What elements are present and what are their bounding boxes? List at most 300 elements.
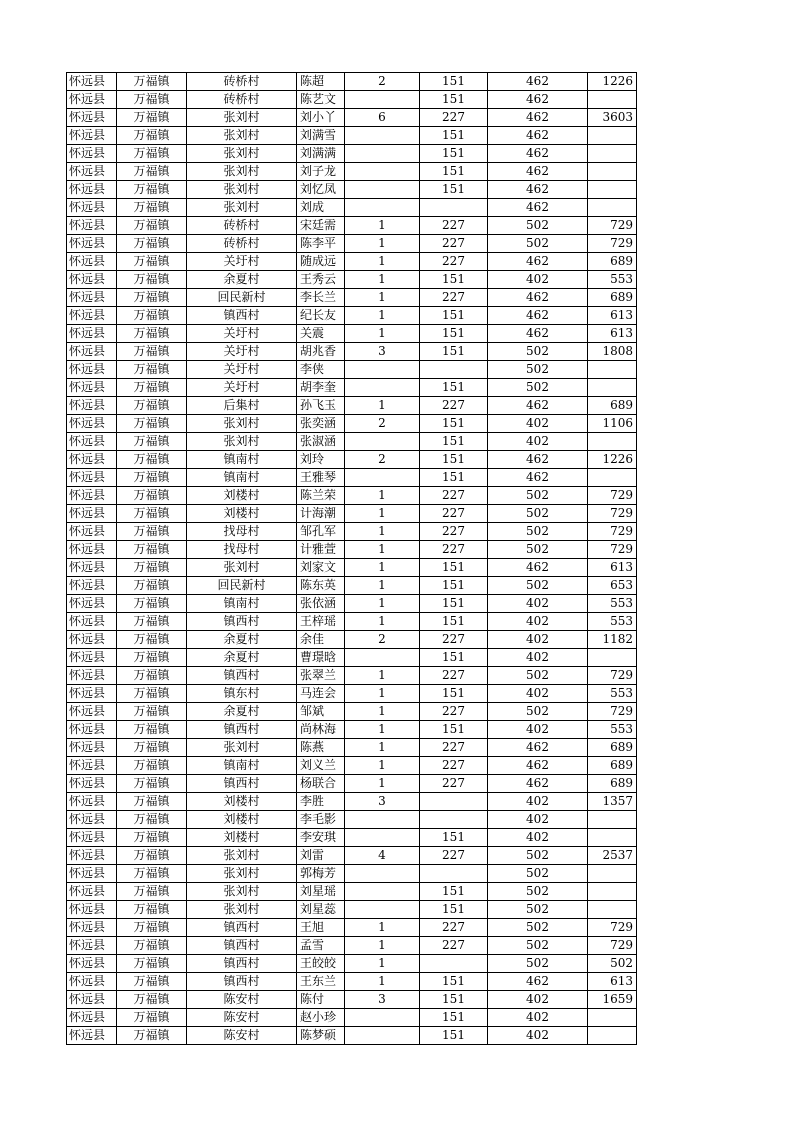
total-cell: 1808 (588, 343, 637, 361)
county-cell: 怀远县 (67, 433, 117, 451)
village-cell: 镇东村 (187, 685, 297, 703)
village-cell: 镇西村 (187, 775, 297, 793)
name-cell: 王皎皎 (297, 955, 345, 973)
table-row (67, 145, 637, 163)
village-cell: 张刘村 (187, 865, 297, 883)
value-a-cell: 151 (420, 163, 488, 181)
count-cell: 2 (345, 451, 420, 469)
town-cell: 万福镇 (117, 379, 187, 397)
count-cell: 2 (345, 415, 420, 433)
village-cell: 镇西村 (187, 307, 297, 325)
table-row (67, 109, 637, 127)
value-a-cell: 151 (420, 595, 488, 613)
name-cell: 刘雷 (297, 847, 345, 865)
village-cell: 陈安村 (187, 991, 297, 1009)
value-a-cell: 151 (420, 127, 488, 145)
county-cell: 怀远县 (67, 739, 117, 757)
value-b-cell: 462 (488, 289, 588, 307)
total-cell: 1226 (588, 451, 637, 469)
name-cell: 陈东英 (297, 577, 345, 595)
value-b-cell: 462 (488, 163, 588, 181)
total-cell: 689 (588, 739, 637, 757)
value-a-cell: 227 (420, 253, 488, 271)
town-cell: 万福镇 (117, 127, 187, 145)
value-b-cell: 402 (488, 721, 588, 739)
total-cell: 613 (588, 973, 637, 991)
town-cell: 万福镇 (117, 415, 187, 433)
county-cell: 怀远县 (67, 991, 117, 1009)
total-cell (588, 901, 637, 919)
name-cell: 刘满雪 (297, 127, 345, 145)
town-cell: 万福镇 (117, 199, 187, 217)
value-b-cell: 402 (488, 829, 588, 847)
name-cell: 刘小丫 (297, 109, 345, 127)
value-a-cell: 227 (420, 739, 488, 757)
count-cell: 1 (345, 721, 420, 739)
total-cell (588, 199, 637, 217)
value-b-cell: 502 (488, 937, 588, 955)
county-cell: 怀远县 (67, 181, 117, 199)
total-cell (588, 91, 637, 109)
name-cell: 孟雪 (297, 937, 345, 955)
town-cell: 万福镇 (117, 181, 187, 199)
value-b-cell: 502 (488, 847, 588, 865)
table-row (67, 883, 637, 901)
total-cell: 553 (588, 721, 637, 739)
total-cell (588, 181, 637, 199)
county-cell: 怀远县 (67, 325, 117, 343)
county-cell: 怀远县 (67, 667, 117, 685)
name-cell: 孙飞玉 (297, 397, 345, 415)
value-b-cell: 402 (488, 991, 588, 1009)
value-b-cell: 502 (488, 361, 588, 379)
village-cell: 刘楼村 (187, 793, 297, 811)
total-cell (588, 433, 637, 451)
name-cell: 刘子龙 (297, 163, 345, 181)
value-b-cell: 402 (488, 811, 588, 829)
table-row (67, 433, 637, 451)
village-cell: 余夏村 (187, 703, 297, 721)
value-a-cell: 151 (420, 415, 488, 433)
value-a-cell (420, 811, 488, 829)
total-cell: 729 (588, 937, 637, 955)
village-cell: 找母村 (187, 541, 297, 559)
value-a-cell: 227 (420, 289, 488, 307)
county-cell: 怀远县 (67, 955, 117, 973)
value-a-cell (420, 793, 488, 811)
value-b-cell: 502 (488, 541, 588, 559)
table-row (67, 991, 637, 1009)
county-cell: 怀远县 (67, 199, 117, 217)
name-cell: 李长兰 (297, 289, 345, 307)
village-cell: 张刘村 (187, 415, 297, 433)
value-b-cell: 462 (488, 307, 588, 325)
table-row (67, 289, 637, 307)
village-cell: 张刘村 (187, 163, 297, 181)
county-cell: 怀远县 (67, 595, 117, 613)
count-cell: 3 (345, 991, 420, 1009)
name-cell: 张奕涵 (297, 415, 345, 433)
county-cell: 怀远县 (67, 559, 117, 577)
county-cell: 怀远县 (67, 649, 117, 667)
value-b-cell: 462 (488, 145, 588, 163)
value-b-cell: 402 (488, 415, 588, 433)
value-b-cell: 502 (488, 667, 588, 685)
count-cell: 3 (345, 793, 420, 811)
value-a-cell (420, 955, 488, 973)
table-row (67, 163, 637, 181)
value-a-cell: 151 (420, 145, 488, 163)
name-cell: 张依涵 (297, 595, 345, 613)
count-cell: 1 (345, 757, 420, 775)
value-b-cell: 462 (488, 127, 588, 145)
county-cell: 怀远县 (67, 415, 117, 433)
value-b-cell: 502 (488, 505, 588, 523)
value-b-cell: 402 (488, 1009, 588, 1027)
table-row (67, 829, 637, 847)
county-cell: 怀远县 (67, 811, 117, 829)
town-cell: 万福镇 (117, 703, 187, 721)
name-cell: 刘星蕊 (297, 901, 345, 919)
village-cell: 刘楼村 (187, 505, 297, 523)
total-cell (588, 1027, 637, 1045)
value-b-cell: 462 (488, 757, 588, 775)
value-b-cell: 502 (488, 577, 588, 595)
county-cell: 怀远县 (67, 271, 117, 289)
table-row (67, 595, 637, 613)
table-row (67, 451, 637, 469)
value-a-cell: 151 (420, 973, 488, 991)
value-b-cell: 462 (488, 325, 588, 343)
count-cell: 1 (345, 271, 420, 289)
value-a-cell: 227 (420, 505, 488, 523)
table-row (67, 73, 637, 91)
count-cell (345, 901, 420, 919)
town-cell: 万福镇 (117, 919, 187, 937)
value-b-cell: 402 (488, 1027, 588, 1045)
town-cell: 万福镇 (117, 613, 187, 631)
county-cell: 怀远县 (67, 289, 117, 307)
value-a-cell: 151 (420, 559, 488, 577)
town-cell: 万福镇 (117, 1027, 187, 1045)
total-cell: 729 (588, 541, 637, 559)
county-cell: 怀远县 (67, 91, 117, 109)
value-a-cell: 151 (420, 73, 488, 91)
table-row (67, 793, 637, 811)
count-cell (345, 865, 420, 883)
count-cell (345, 91, 420, 109)
value-b-cell: 402 (488, 631, 588, 649)
value-a-cell: 151 (420, 829, 488, 847)
town-cell: 万福镇 (117, 145, 187, 163)
value-b-cell: 462 (488, 91, 588, 109)
table-row (67, 271, 637, 289)
value-b-cell: 462 (488, 469, 588, 487)
town-cell: 万福镇 (117, 667, 187, 685)
count-cell: 1 (345, 703, 420, 721)
value-b-cell: 402 (488, 271, 588, 289)
village-cell: 张刘村 (187, 847, 297, 865)
value-a-cell: 227 (420, 775, 488, 793)
table-row (67, 181, 637, 199)
village-cell: 刘楼村 (187, 487, 297, 505)
value-b-cell: 462 (488, 181, 588, 199)
name-cell: 计雅萱 (297, 541, 345, 559)
town-cell: 万福镇 (117, 253, 187, 271)
county-cell: 怀远县 (67, 883, 117, 901)
value-a-cell: 151 (420, 991, 488, 1009)
county-cell: 怀远县 (67, 397, 117, 415)
value-a-cell: 227 (420, 937, 488, 955)
value-a-cell: 151 (420, 721, 488, 739)
table-row (67, 217, 637, 235)
county-cell: 怀远县 (67, 217, 117, 235)
county-cell: 怀远县 (67, 361, 117, 379)
value-b-cell: 502 (488, 523, 588, 541)
village-cell: 砖桥村 (187, 235, 297, 253)
value-a-cell: 227 (420, 919, 488, 937)
town-cell: 万福镇 (117, 649, 187, 667)
county-cell: 怀远县 (67, 685, 117, 703)
name-cell: 杨联合 (297, 775, 345, 793)
name-cell: 李侠 (297, 361, 345, 379)
total-cell (588, 145, 637, 163)
name-cell: 刘玲 (297, 451, 345, 469)
village-cell: 镇西村 (187, 919, 297, 937)
value-b-cell: 402 (488, 649, 588, 667)
total-cell (588, 163, 637, 181)
value-b-cell: 502 (488, 919, 588, 937)
county-cell: 怀远县 (67, 343, 117, 361)
table-row (67, 541, 637, 559)
value-a-cell: 151 (420, 307, 488, 325)
village-cell: 张刘村 (187, 127, 297, 145)
town-cell: 万福镇 (117, 775, 187, 793)
total-cell: 729 (588, 505, 637, 523)
village-cell: 镇西村 (187, 937, 297, 955)
table-row (67, 1009, 637, 1027)
table-row (67, 847, 637, 865)
value-a-cell: 151 (420, 1027, 488, 1045)
value-b-cell: 502 (488, 703, 588, 721)
table-row (67, 667, 637, 685)
county-cell: 怀远县 (67, 829, 117, 847)
value-a-cell: 151 (420, 577, 488, 595)
table-row (67, 1027, 637, 1045)
town-cell: 万福镇 (117, 1009, 187, 1027)
town-cell: 万福镇 (117, 793, 187, 811)
value-a-cell: 151 (420, 1009, 488, 1027)
town-cell: 万福镇 (117, 163, 187, 181)
county-cell: 怀远县 (67, 307, 117, 325)
town-cell: 万福镇 (117, 937, 187, 955)
town-cell: 万福镇 (117, 271, 187, 289)
county-cell: 怀远县 (67, 631, 117, 649)
village-cell: 关圩村 (187, 253, 297, 271)
county-cell: 怀远县 (67, 109, 117, 127)
town-cell: 万福镇 (117, 307, 187, 325)
value-a-cell: 151 (420, 883, 488, 901)
town-cell: 万福镇 (117, 325, 187, 343)
value-a-cell: 227 (420, 541, 488, 559)
county-cell: 怀远县 (67, 541, 117, 559)
value-a-cell: 151 (420, 271, 488, 289)
value-b-cell: 502 (488, 901, 588, 919)
village-cell: 张刘村 (187, 739, 297, 757)
count-cell: 1 (345, 685, 420, 703)
county-cell: 怀远县 (67, 253, 117, 271)
value-b-cell: 462 (488, 739, 588, 757)
value-a-cell: 227 (420, 235, 488, 253)
table-row (67, 757, 637, 775)
value-a-cell: 227 (420, 847, 488, 865)
value-b-cell: 402 (488, 685, 588, 703)
count-cell (345, 163, 420, 181)
county-cell: 怀远县 (67, 163, 117, 181)
count-cell: 2 (345, 631, 420, 649)
table-row (67, 343, 637, 361)
total-cell: 613 (588, 325, 637, 343)
town-cell: 万福镇 (117, 559, 187, 577)
total-cell: 553 (588, 271, 637, 289)
village-cell: 关圩村 (187, 361, 297, 379)
total-cell: 689 (588, 775, 637, 793)
name-cell: 陈超 (297, 73, 345, 91)
table-row (67, 685, 637, 703)
count-cell: 1 (345, 523, 420, 541)
name-cell: 刘成 (297, 199, 345, 217)
count-cell (345, 433, 420, 451)
village-cell: 砖桥村 (187, 91, 297, 109)
town-cell: 万福镇 (117, 883, 187, 901)
county-cell: 怀远县 (67, 487, 117, 505)
name-cell: 张淑涵 (297, 433, 345, 451)
count-cell (345, 379, 420, 397)
total-cell: 1182 (588, 631, 637, 649)
name-cell: 陈艺文 (297, 91, 345, 109)
name-cell: 王旭 (297, 919, 345, 937)
value-a-cell: 151 (420, 469, 488, 487)
town-cell: 万福镇 (117, 73, 187, 91)
county-cell: 怀远县 (67, 145, 117, 163)
table-row (67, 199, 637, 217)
name-cell: 王梓瑶 (297, 613, 345, 631)
value-b-cell: 462 (488, 109, 588, 127)
count-cell: 1 (345, 217, 420, 235)
value-b-cell: 502 (488, 865, 588, 883)
town-cell: 万福镇 (117, 685, 187, 703)
count-cell: 4 (345, 847, 420, 865)
count-cell: 2 (345, 73, 420, 91)
town-cell: 万福镇 (117, 901, 187, 919)
total-cell: 653 (588, 577, 637, 595)
name-cell: 李胜 (297, 793, 345, 811)
total-cell: 729 (588, 487, 637, 505)
name-cell: 宋廷需 (297, 217, 345, 235)
town-cell: 万福镇 (117, 541, 187, 559)
town-cell: 万福镇 (117, 811, 187, 829)
village-cell: 张刘村 (187, 901, 297, 919)
total-cell (588, 361, 637, 379)
name-cell: 关震 (297, 325, 345, 343)
table-row (67, 379, 637, 397)
count-cell: 1 (345, 397, 420, 415)
count-cell: 1 (345, 487, 420, 505)
town-cell: 万福镇 (117, 217, 187, 235)
village-cell: 镇南村 (187, 469, 297, 487)
value-a-cell: 227 (420, 217, 488, 235)
value-a-cell: 151 (420, 379, 488, 397)
count-cell: 1 (345, 541, 420, 559)
total-cell: 729 (588, 919, 637, 937)
count-cell: 1 (345, 613, 420, 631)
table-row (67, 631, 637, 649)
total-cell: 729 (588, 667, 637, 685)
name-cell: 陈燕 (297, 739, 345, 757)
name-cell: 余佳 (297, 631, 345, 649)
name-cell: 刘义兰 (297, 757, 345, 775)
village-cell: 余夏村 (187, 649, 297, 667)
town-cell: 万福镇 (117, 433, 187, 451)
village-cell: 镇西村 (187, 721, 297, 739)
total-cell (588, 469, 637, 487)
table-row (67, 559, 637, 577)
town-cell: 万福镇 (117, 973, 187, 991)
village-cell: 张刘村 (187, 559, 297, 577)
county-cell: 怀远县 (67, 577, 117, 595)
town-cell: 万福镇 (117, 739, 187, 757)
count-cell: 1 (345, 919, 420, 937)
village-cell: 关圩村 (187, 343, 297, 361)
count-cell: 1 (345, 505, 420, 523)
value-a-cell: 151 (420, 181, 488, 199)
county-cell: 怀远县 (67, 775, 117, 793)
county-cell: 怀远县 (67, 1027, 117, 1045)
county-cell: 怀远县 (67, 847, 117, 865)
village-cell: 砖桥村 (187, 73, 297, 91)
name-cell: 邹斌 (297, 703, 345, 721)
county-cell: 怀远县 (67, 937, 117, 955)
value-b-cell: 462 (488, 973, 588, 991)
count-cell: 1 (345, 937, 420, 955)
town-cell: 万福镇 (117, 577, 187, 595)
town-cell: 万福镇 (117, 865, 187, 883)
village-cell: 张刘村 (187, 145, 297, 163)
name-cell: 李毛影 (297, 811, 345, 829)
total-cell (588, 829, 637, 847)
count-cell (345, 469, 420, 487)
name-cell: 尚林海 (297, 721, 345, 739)
village-cell: 镇西村 (187, 613, 297, 631)
town-cell: 万福镇 (117, 631, 187, 649)
town-cell: 万福镇 (117, 595, 187, 613)
total-cell: 2537 (588, 847, 637, 865)
table-row (67, 973, 637, 991)
total-cell: 729 (588, 217, 637, 235)
value-a-cell: 227 (420, 397, 488, 415)
table-row (67, 415, 637, 433)
name-cell: 陈梦硕 (297, 1027, 345, 1045)
table-row (67, 253, 637, 271)
count-cell: 1 (345, 325, 420, 343)
value-b-cell: 502 (488, 217, 588, 235)
value-a-cell (420, 199, 488, 217)
table-row (67, 127, 637, 145)
name-cell: 李安琪 (297, 829, 345, 847)
count-cell: 1 (345, 235, 420, 253)
total-cell: 689 (588, 289, 637, 307)
table-row (67, 739, 637, 757)
